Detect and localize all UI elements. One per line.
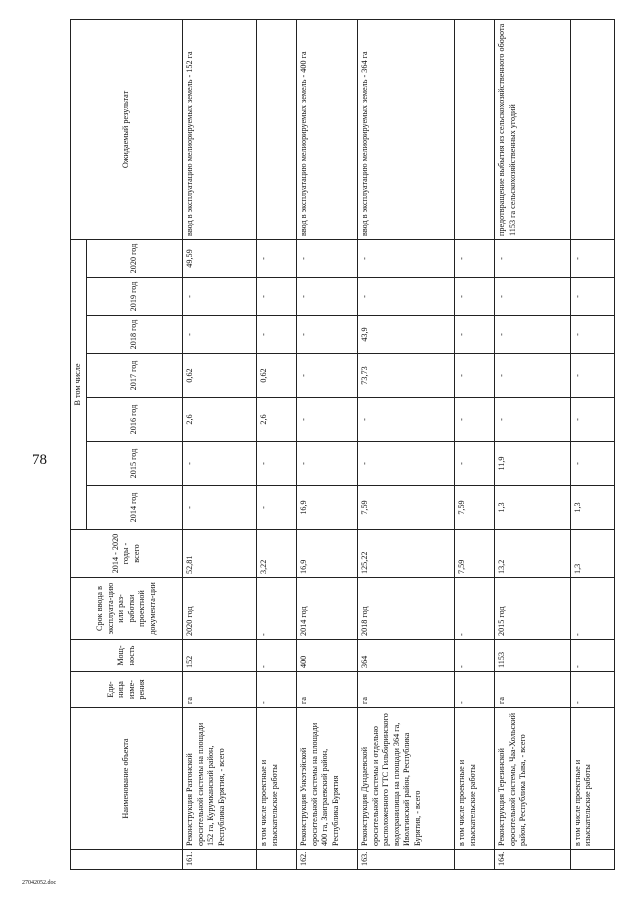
value-2018: -: [455, 316, 495, 354]
total-cell: 13,2: [495, 530, 570, 578]
value-2014: 16,9: [297, 486, 358, 530]
value-2014: 7,59: [455, 486, 495, 530]
value-2020: -: [495, 240, 570, 278]
total-cell: 7,59: [455, 530, 495, 578]
unit-cell: га: [297, 672, 358, 708]
value-2019: -: [495, 278, 570, 316]
header-in-that-number: В том числе: [71, 240, 87, 530]
deadline-cell: -: [257, 578, 297, 640]
capacity-cell: 152: [183, 640, 257, 672]
value-2015: -: [257, 442, 297, 486]
unit-cell: -: [570, 672, 614, 708]
value-2014: 1,3: [495, 486, 570, 530]
value-2015: -: [183, 442, 257, 486]
total-cell: 52,81: [183, 530, 257, 578]
value-2014: -: [183, 486, 257, 530]
table-row: [183, 20, 257, 870]
value-2020: 49,59: [183, 240, 257, 278]
total-cell: 1,3: [570, 530, 614, 578]
value-2014: 1,3: [570, 486, 614, 530]
table-row: [297, 20, 358, 870]
page-number: 78: [32, 452, 47, 468]
header-year-2019: 2019 год: [87, 278, 183, 316]
header-year-2020: 2020 год: [87, 240, 183, 278]
header-capacity: Мощ-ность: [71, 640, 183, 672]
value-2017: -: [570, 354, 614, 398]
header-year-2017: 2017 год: [87, 354, 183, 398]
capacity-cell: 400: [297, 640, 358, 672]
unit-cell: га: [495, 672, 570, 708]
total-cell: 3,22: [257, 530, 297, 578]
capacity-cell: 1153: [495, 640, 570, 672]
header-total: 2014 - 2020 годы - всего: [71, 530, 183, 578]
deadline-cell: 2014 год: [297, 578, 358, 640]
total-cell: 125,22: [358, 530, 455, 578]
row-number: [570, 850, 614, 870]
object-name: Реконструкция Дундаевской оросительной системы и отдельно расположенного ГТС Гильбиринского водохранилища на площади 364 га, Иволгинский район, Республика Бурятия, - всего: [358, 708, 455, 850]
unit-cell: га: [183, 672, 257, 708]
value-2014: 7,59: [358, 486, 455, 530]
table-row: [257, 20, 297, 870]
value-2018: -: [183, 316, 257, 354]
deadline-cell: 2020 год: [183, 578, 257, 640]
row-number: [455, 850, 495, 870]
header-year-2018: 2018 год: [87, 316, 183, 354]
unit-cell: -: [257, 672, 297, 708]
table-row: [570, 20, 614, 870]
capacity-cell: -: [257, 640, 297, 672]
value-2019: -: [570, 278, 614, 316]
deadline-cell: 2015 год: [495, 578, 570, 640]
capacity-cell: -: [455, 640, 495, 672]
expected-result: [570, 20, 614, 240]
value-2018: -: [297, 316, 358, 354]
deadline-cell: -: [455, 578, 495, 640]
value-2020: -: [358, 240, 455, 278]
value-2016: 2,6: [183, 398, 257, 442]
expected-result: [455, 20, 495, 240]
deadline-cell: 2018 год: [358, 578, 455, 640]
value-2016: -: [570, 398, 614, 442]
value-2016: -: [358, 398, 455, 442]
value-2020: -: [570, 240, 614, 278]
table-row: [455, 20, 495, 870]
footer-doc-code: 27042052.doc: [22, 880, 57, 886]
value-2015: 11,9: [495, 442, 570, 486]
value-2017: 73,73: [358, 354, 455, 398]
header-year-2016: 2016 год: [87, 398, 183, 442]
value-2015: -: [455, 442, 495, 486]
value-2020: -: [257, 240, 297, 278]
row-number: 162.: [297, 850, 358, 870]
value-2017: 0,62: [257, 354, 297, 398]
expected-result: предотвращение выбытия из сельскохозяйственного оборота 1153 га сельскохозяйственных угодий: [495, 20, 570, 240]
value-2016: -: [495, 398, 570, 442]
header-unit: Еди-ница изме-рения: [71, 672, 183, 708]
row-number: [257, 850, 297, 870]
value-2017: -: [455, 354, 495, 398]
value-2017: -: [297, 354, 358, 398]
value-2016: -: [297, 398, 358, 442]
value-2019: -: [358, 278, 455, 316]
value-2015: -: [297, 442, 358, 486]
capacity-cell: 364: [358, 640, 455, 672]
object-name: в том числе проектные и изыскательские работы: [257, 708, 297, 850]
table-row: [358, 20, 455, 870]
unit-cell: га: [358, 672, 455, 708]
object-name: Реконструкция Ункэтэйской оросительной системы на площади 400 га, Заиграевский район, Республика Бурятия: [297, 708, 358, 850]
expected-result: ввод в эксплуатацию мелиорируемых земель - 400 га: [297, 20, 358, 240]
expected-result: ввод в эксплуатацию мелиорируемых земель - 152 га: [183, 20, 257, 240]
unit-cell: -: [455, 672, 495, 708]
row-number: 163.: [358, 850, 455, 870]
object-name: Реконструкция Терезинской оросительной системы, Чаа-Хольский район, Республика Тыва, - всего: [495, 708, 570, 850]
expected-result: [257, 20, 297, 240]
value-2016: -: [455, 398, 495, 442]
header-year-2014: 2014 год: [87, 486, 183, 530]
value-2017: -: [495, 354, 570, 398]
header-year-2015: 2015 год: [87, 442, 183, 486]
value-2016: 2,6: [257, 398, 297, 442]
value-2018: -: [570, 316, 614, 354]
value-2019: -: [183, 278, 257, 316]
value-2018: -: [495, 316, 570, 354]
rotated-table-container: [70, 20, 615, 870]
value-2015: -: [358, 442, 455, 486]
header-result: Ожидаемый результат: [71, 20, 183, 240]
objects-table: [70, 19, 615, 870]
value-2018: -: [257, 316, 297, 354]
header-deadline: Срок ввода в эксплуата-цию или раз-работки проектной документа-ции: [71, 578, 183, 640]
value-2019: -: [297, 278, 358, 316]
value-2014: -: [257, 486, 297, 530]
value-2019: -: [257, 278, 297, 316]
row-number: 161.: [183, 850, 257, 870]
header-name: Наименование объекта: [71, 708, 183, 850]
value-2017: 0,62: [183, 354, 257, 398]
deadline-cell: -: [570, 578, 614, 640]
capacity-cell: -: [570, 640, 614, 672]
object-name: Реконструкция Разгонской оросительной системы на площади 152 га, Курумканский район, Республика Бурятия, - всего: [183, 708, 257, 850]
row-number: 164.: [495, 850, 570, 870]
table-row: [495, 20, 570, 870]
value-2020: -: [297, 240, 358, 278]
value-2019: -: [455, 278, 495, 316]
value-2018: 43,9: [358, 316, 455, 354]
expected-result: ввод в эксплуатацию мелиорируемых земель - 364 га: [358, 20, 455, 240]
header-num: [71, 850, 183, 870]
value-2015: -: [570, 442, 614, 486]
total-cell: 16,9: [297, 530, 358, 578]
object-name: в том числе проектные и изыскательские работы: [570, 708, 614, 850]
object-name: в том числе проектные и изыскательские работы: [455, 708, 495, 850]
value-2020: -: [455, 240, 495, 278]
